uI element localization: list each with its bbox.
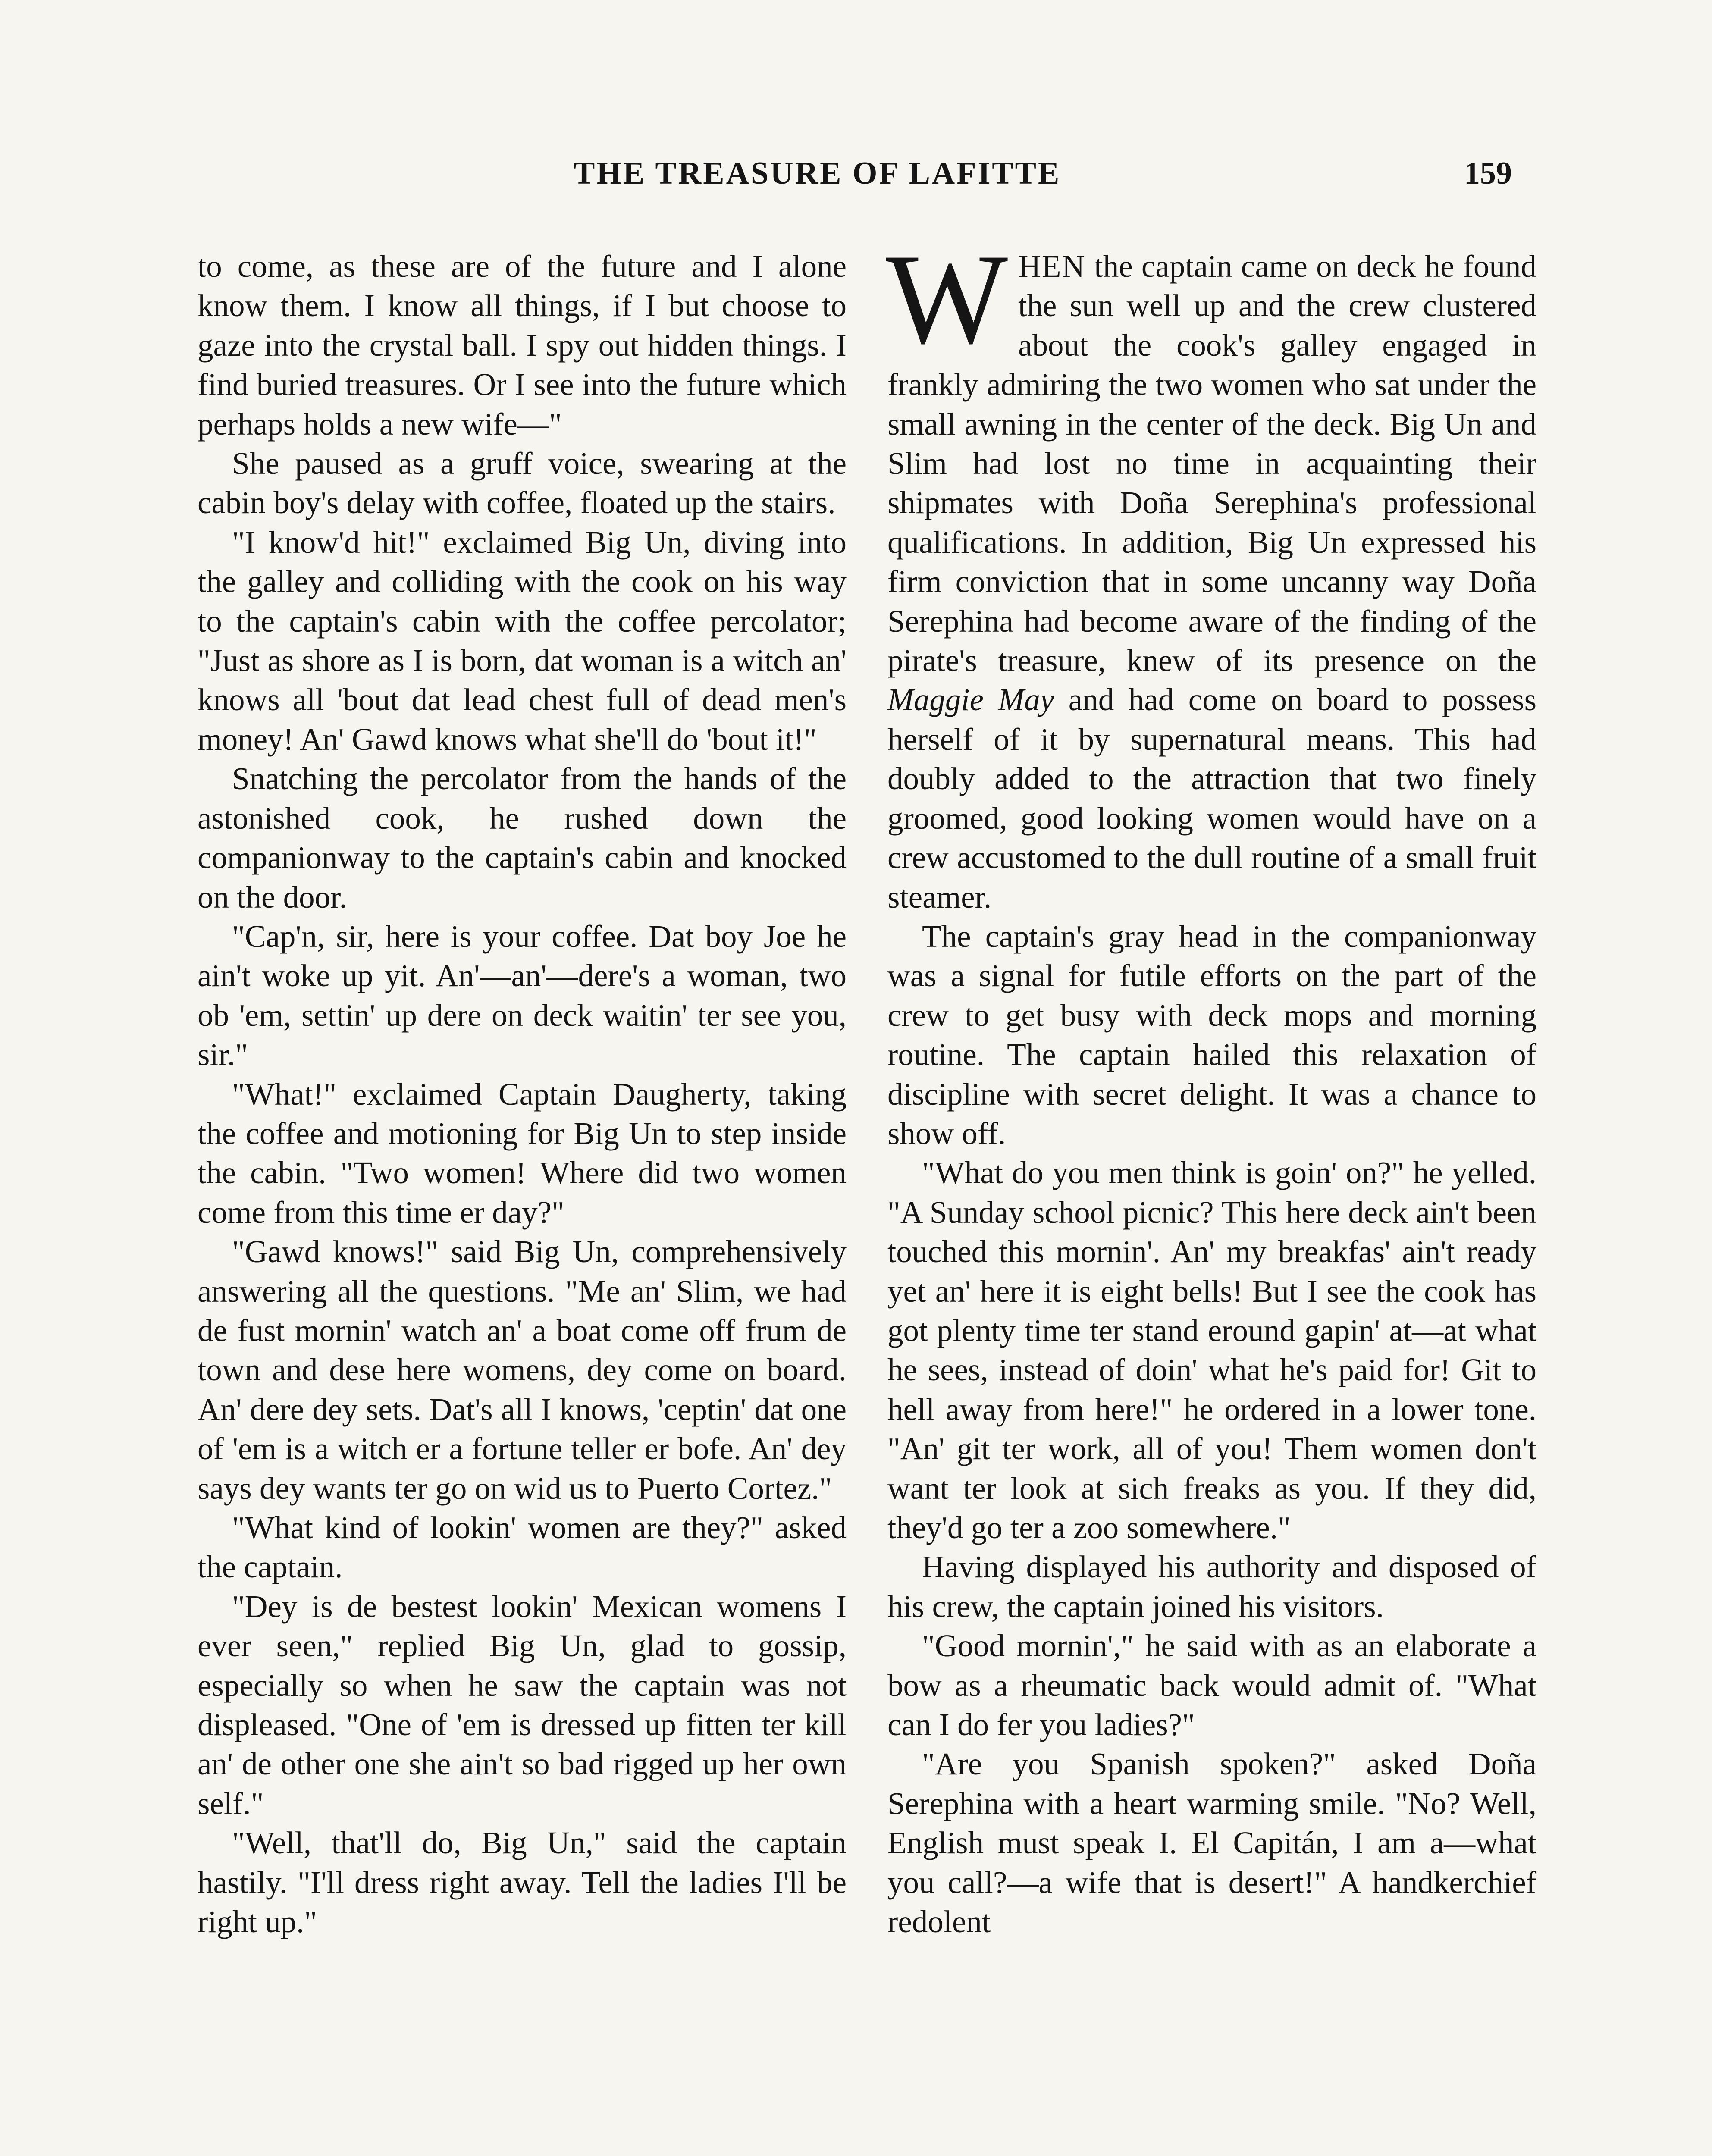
running-title: THE TREASURE OF LAFITTE (574, 156, 1061, 191)
paragraph: "Gawd knows!" said Big Un, comprehensively answering all the questions. "Me an' Slim, we had de fust mornin' watch an' a boat come off frum de town and dese here womens, dey come on board. An' dere dey sets. Dat's all I knows, 'ceptin' dat one of 'em is a witch er a fortune teller er bofe. An' dey says dey wants ter go on wid us to Puerto Cortez." (198, 1234, 847, 1506)
page-number: 159 (1464, 156, 1512, 191)
paragraph: "I know'd hit!" exclaimed Big Un, diving into the galley and colliding with the cook on his way to the captain's cabin with the coffee percolator; "Just as shore as I is born, dat woman is a witch an' knows all 'bout dat lead chest full of dead men's money! An' Gawd knows what she'll do 'bout it!" (198, 524, 847, 757)
right-column (886, 227, 1536, 1941)
opening-text-end: and had come on board to possess herself of it by supernatural means. This had doubly added to the attraction that two finely groomed, good looking women would have on a crew accustomed to the dull routine of a small fruit steamer. (887, 682, 1536, 915)
left-column (198, 247, 847, 1941)
paragraph: She paused as a gruff voice, swearing at the cabin boy's delay with coffee, floated up the stairs. (198, 446, 847, 520)
paragraph: Having displayed his authority and disposed of his crew, the captain joined his visitors. (887, 1549, 1536, 1624)
paragraph: to come, as these are of the future and I alone know them. I know all things, if I but choose to gaze into the crystal ball. I spy out hidden things. I find buried treasures. Or I see into the future which perhaps holds a new wife—" (198, 249, 847, 442)
drop-cap-continuation: HEN (1018, 249, 1086, 284)
opening-text: the captain came on deck he found the sun well up and the crew clustered about the cook's galley engaged in frankly admiring the two women who sat under the small awning in the center of the deck. Big Un and Slim had lost no time in acquainting their shipmates with Doña Serephina's professional qualifications. In addition, Big Un expressed his firm conviction that in some uncanny way Doña Serephina had become aware of the finding of the pirate's treasure, knew of its presence on the (887, 249, 1536, 678)
paragraph: "What kind of lookin' women are they?" asked the captain. (198, 1510, 847, 1585)
opening-paragraph (886, 227, 1536, 917)
paragraph: The captain's gray head in the companionway was a signal for futile efforts on the part of the crew to get busy with deck mops and morning routine. The captain hailed this relaxation of discipline with secret delight. It was a chance to show off. (887, 918, 1536, 1151)
paragraph: "Well, that'll do, Big Un," said the captain hastily. "I'll dress right away. Tell the ladies I'll be right up." (198, 1825, 847, 1940)
paragraph: "Are you Spanish spoken?" asked Doña Serephina with a heart warming smile. "No? Well, English must speak I. El Capitán, I am a—what you call?—a wife that is desert!" A handkerchief redolent (887, 1746, 1536, 1940)
paragraph: Snatching the percolator from the hands of the astonished cook, he rushed down the companionway to the captain's cabin and knocked on the door. (198, 761, 847, 915)
paragraph: "What do you men think is goin' on?" he yelled. "A Sunday school picnic? This here deck ain't been touched this mornin'. An' my breakfas' ain't ready yet an' here it is eight bells! But I see the cook has got plenty time ter stand eround gapin' at—at what he sees, instead of doin' what he's paid for! Git to hell away from here!" he ordered in a lower tone. "An' git ter work, all of you! Them women don't want ter look at sich freaks as you. If they did, they'd go ter a zoo somewhere." (887, 1155, 1536, 1545)
paragraph: "Cap'n, sir, here is your coffee. Dat boy Joe he ain't woke up yit. An'—an'—dere's a woman, two ob 'em, settin' up dere on deck waitin' ter see you, sir." (198, 918, 847, 1072)
drop-cap: W (886, 227, 1008, 370)
paragraph: "Good mornin'," he said with as an elaborate a bow as a rheumatic back would admit of. "What can I do fer you ladies?" (887, 1628, 1536, 1742)
paragraph: "What!" exclaimed Captain Daugherty, taking the coffee and motioning for Big Un to step inside the cabin. "Two women! Where did two women come from this time er day?" (198, 1076, 847, 1230)
ship-name: Maggie May (887, 682, 1054, 718)
paragraph: "Dey is de bestest lookin' Mexican womens I ever seen," replied Big Un, glad to gossip, especially so when he saw the captain was not displeased. "One of 'em is dressed up fitten ter kill an' de other one she ain't so bad rigged up her own self." (198, 1589, 847, 1821)
